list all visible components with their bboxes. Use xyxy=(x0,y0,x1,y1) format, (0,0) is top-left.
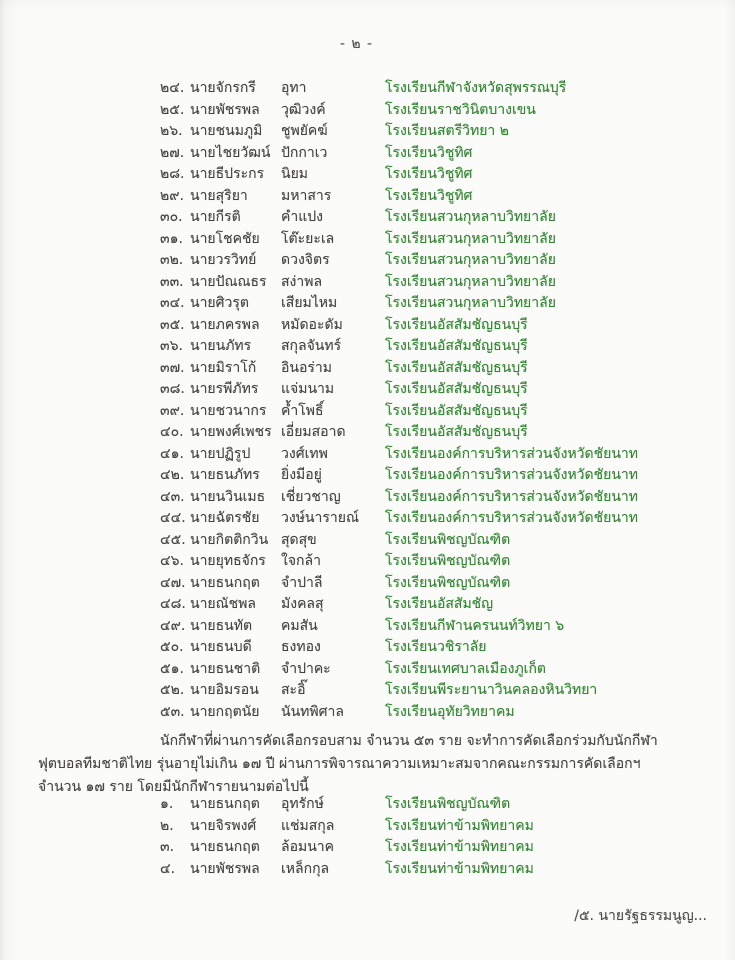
row-number: ๑. xyxy=(160,796,174,812)
row-number: ๒๗. xyxy=(160,144,185,161)
school-name: โรงเรียนท่าข้ามพิทยาคม xyxy=(385,839,534,856)
table-row xyxy=(160,229,717,251)
first-name: นายมิราโก้ xyxy=(190,359,257,376)
first-name: นายอิมรอน xyxy=(190,682,259,698)
table-row xyxy=(160,508,717,530)
school-name: โรงเรียนสวนกุหลาบวิทยาลัย xyxy=(385,295,556,311)
table-row xyxy=(160,551,717,573)
row-number: ๓. xyxy=(160,839,175,856)
table-row xyxy=(160,530,717,552)
row-number: ๕๐. xyxy=(160,639,184,655)
last-name: จำปาลี xyxy=(281,574,323,591)
first-name: นายปัณณธร xyxy=(190,273,267,290)
row-number: ๓๑. xyxy=(160,230,183,247)
continuation-note: /๕. นายรัฐธรรมนูญ... xyxy=(574,908,707,924)
last-name: สง่าพล xyxy=(281,273,323,290)
row-number: ๓๙. xyxy=(160,402,185,419)
first-name: นายกิตติกวิน xyxy=(190,531,269,548)
first-name: นายธนทัต xyxy=(190,617,253,634)
table-row xyxy=(160,250,717,272)
first-name: นายณัชพล xyxy=(190,596,256,612)
first-name: นายธนกฤต xyxy=(190,574,260,591)
table-row xyxy=(160,680,717,702)
first-name: นายธีประกร xyxy=(190,166,265,182)
row-number: ๔๐. xyxy=(160,424,184,440)
last-name: เสียมไหม xyxy=(281,295,338,311)
row-number: ๔๒. xyxy=(160,467,185,483)
table-row xyxy=(160,358,717,380)
row-number: ๒. xyxy=(160,817,174,834)
first-name: นายวรวิทย์ xyxy=(190,252,257,268)
paragraph-line: จำนวน ๑๗ ราย โดยมีนักกีฬารายนามต่อไปนี้ xyxy=(38,779,309,795)
table-row xyxy=(160,594,717,616)
school-name: โรงเรียนกีฬานครนนท์วิทยา ๖ xyxy=(385,617,565,634)
table-row xyxy=(160,207,717,229)
first-name: นายธนกฤต xyxy=(190,796,260,812)
first-name: นายกีรติ xyxy=(190,209,241,225)
school-name: โรงเรียนองค์การบริหารส่วนจังหวัดชัยนาท xyxy=(385,445,638,462)
row-number: ๓๒. xyxy=(160,252,184,268)
last-name: แจ่มนาม xyxy=(281,381,335,397)
table-row xyxy=(160,143,717,165)
school-name: โรงเรียนพีระยานาวินคลองหินวิทยา xyxy=(385,682,598,698)
school-name: โรงเรียนพิชญบัณฑิต xyxy=(385,531,511,548)
last-name: คมสัน xyxy=(281,617,318,634)
row-number: ๕๓. xyxy=(160,703,185,720)
school-name: โรงเรียนวิชูทิศ xyxy=(385,166,473,182)
last-name: วงศ์เทพ xyxy=(281,445,328,462)
last-name: เอี่ยมสอาด xyxy=(281,424,346,440)
first-name: นายภครพล xyxy=(190,316,260,333)
first-name: นายนวินเมธ xyxy=(190,488,266,505)
first-name: นายรพีภัทร xyxy=(190,381,259,397)
last-name: ปักกาเว xyxy=(281,144,328,161)
roster-round3-list xyxy=(160,78,717,723)
table-row xyxy=(160,616,717,638)
last-name: ดวงจิตร xyxy=(281,252,330,268)
school-name: โรงเรียนวิชูทิศ xyxy=(385,144,473,161)
row-number: ๒๔. xyxy=(160,80,185,96)
last-name: อุทรักษ์ xyxy=(281,796,324,812)
first-name: นายชนมภูมิ xyxy=(190,123,263,139)
school-name: โรงเรียนพิชญบัณฑิต xyxy=(385,574,511,591)
table-row xyxy=(160,164,717,186)
last-name: สะอิ๊ xyxy=(281,682,306,698)
table-row xyxy=(160,465,717,487)
table-row xyxy=(160,401,717,423)
page-number: - ๒ - xyxy=(339,36,374,52)
last-name: โต๊ะยะเล xyxy=(281,230,335,247)
school-name: โรงเรียนพิชญบัณฑิต xyxy=(385,553,511,569)
row-number: ๔. xyxy=(160,861,176,878)
table-row xyxy=(160,78,717,100)
last-name: สกุลจันทร์ xyxy=(281,338,342,354)
school-name: โรงเรียนสตรีวิทยา ๒ xyxy=(385,123,509,139)
row-number: ๓๔. xyxy=(160,295,185,311)
row-number: ๓๐. xyxy=(160,209,183,225)
table-row xyxy=(160,121,717,143)
row-number: ๔๗. xyxy=(160,574,186,591)
last-name: เชี่ยวชาญ xyxy=(281,488,341,505)
first-name: นายธนกฤต xyxy=(190,839,260,856)
first-name: นายธนชาติ xyxy=(190,660,261,677)
roster-national-list xyxy=(160,794,717,881)
school-name: โรงเรียนเทศบาลเมืองภูเก็ต xyxy=(385,660,547,677)
table-row xyxy=(160,816,717,838)
row-number: ๔๘. xyxy=(160,596,186,612)
school-name: โรงเรียนท่าข้ามพิทยาคม xyxy=(385,861,534,878)
school-name: โรงเรียนท่าข้ามพิทยาคม xyxy=(385,817,534,834)
table-row xyxy=(160,573,717,595)
first-name: นายธนภัทร xyxy=(190,467,260,483)
school-name: โรงเรียนราชวินิตบางเขน xyxy=(385,101,536,118)
first-name: นายนภัทร xyxy=(190,338,252,354)
first-name: นายพัชรพล xyxy=(190,861,260,878)
school-name: โรงเรียนกีฬาจังหวัดสุพรรณบุรี xyxy=(385,80,567,96)
table-row xyxy=(160,293,717,315)
first-name: นายฉัตรชัย xyxy=(190,510,260,526)
last-name: คำแปง xyxy=(281,209,323,225)
table-row xyxy=(160,859,717,881)
last-name: มหาสาร xyxy=(281,187,332,204)
table-row xyxy=(160,659,717,681)
first-name: นายพัชรพล xyxy=(190,101,260,118)
last-name: นิยม xyxy=(281,166,309,182)
first-name: นายไชยวัฒน์ xyxy=(190,144,271,161)
row-number: ๒๙. xyxy=(160,187,184,204)
last-name: วุฒิวงค์ xyxy=(281,101,326,118)
row-number: ๓๖. xyxy=(160,338,183,354)
row-number: ๔๕. xyxy=(160,531,186,548)
school-name: โรงเรียนอัสสัมชัญธนบุรี xyxy=(385,359,528,376)
selection-paragraph xyxy=(38,730,707,799)
row-number: ๓๗. xyxy=(160,359,185,376)
table-row xyxy=(160,272,717,294)
table-row xyxy=(160,702,717,724)
row-number: ๓๕. xyxy=(160,316,185,333)
last-name: เหล็กกุล xyxy=(281,861,330,878)
last-name: ใจกล้า xyxy=(281,553,321,569)
last-name: ชูพยัคฆ์ xyxy=(281,123,328,139)
row-number: ๔๔. xyxy=(160,510,186,526)
table-row xyxy=(160,379,717,401)
school-name: โรงเรียนสวนกุหลาบวิทยาลัย xyxy=(385,252,556,268)
last-name: สุดสุข xyxy=(281,531,317,548)
school-name: โรงเรียนองค์การบริหารส่วนจังหวัดชัยนาท xyxy=(385,467,638,483)
first-name: นายจักรกรี xyxy=(190,80,256,96)
first-name: นายพงศ์เพชร xyxy=(190,424,272,440)
school-name: โรงเรียนวชิราลัย xyxy=(385,639,487,655)
last-name: ยิ่งมีอยู่ xyxy=(281,467,322,483)
last-name: อุทา xyxy=(281,80,307,96)
row-number: ๔๑. xyxy=(160,445,184,462)
school-name: โรงเรียนอัสสัมชัญธนบุรี xyxy=(385,381,528,397)
last-name: มังคลสุ xyxy=(281,596,324,612)
row-number: ๔๙. xyxy=(160,617,186,634)
school-name: โรงเรียนอัสสัมชัญธนบุรี xyxy=(385,424,528,440)
first-name: นายชวนากร xyxy=(190,402,267,419)
table-row xyxy=(160,444,717,466)
first-name: นายศิวรุต xyxy=(190,295,249,311)
first-name: นายปฏิรูป xyxy=(190,445,251,462)
first-name: นายธนบดี xyxy=(190,639,252,655)
row-number: ๔๖. xyxy=(160,553,184,569)
row-number: ๓๘. xyxy=(160,381,185,397)
school-name: โรงเรียนอุทัยวิทยาคม xyxy=(385,703,515,720)
table-row xyxy=(160,336,717,358)
last-name: อินอร่าม xyxy=(281,359,332,376)
school-name: โรงเรียนอัสสัมชัญธนบุรี xyxy=(385,338,528,354)
first-name: นายยุทธจักร xyxy=(190,553,266,569)
row-number: ๒๖. xyxy=(160,123,183,139)
school-name: โรงเรียนอัสสัมชัญ xyxy=(385,596,494,612)
table-row xyxy=(160,487,717,509)
school-name: โรงเรียนวิชูทิศ xyxy=(385,187,473,204)
last-name: จำปาคะ xyxy=(281,660,331,677)
school-name: โรงเรียนองค์การบริหารส่วนจังหวัดชัยนาท xyxy=(385,510,638,526)
school-name: โรงเรียนสวนกุหลาบวิทยาลัย xyxy=(385,230,556,247)
table-row xyxy=(160,186,717,208)
last-name: ค้ำโพธิ์ xyxy=(281,402,324,419)
school-name: โรงเรียนอัสสัมชัญธนบุรี xyxy=(385,316,528,333)
row-number: ๕๒. xyxy=(160,682,185,698)
row-number: ๓๓. xyxy=(160,273,184,290)
school-name: โรงเรียนพิชญบัณฑิต xyxy=(385,796,511,812)
table-row xyxy=(160,637,717,659)
row-number: ๒๘. xyxy=(160,166,185,182)
school-name: โรงเรียนสวนกุหลาบวิทยาลัย xyxy=(385,209,556,225)
table-row xyxy=(160,837,717,859)
row-number: ๒๕. xyxy=(160,101,185,118)
last-name: ธงทอง xyxy=(281,639,321,655)
last-name: วงษ์นารายณ์ xyxy=(281,510,359,526)
first-name: นายจิรพงศ์ xyxy=(190,817,257,834)
paragraph-line: ฟุตบอลทีมชาติไทย รุ่นอายุไม่เกิน ๑๗ ปี ผ่านการพิจารณาความเหมาะสมจากคณะกรรมการคัดเลือกฯ xyxy=(38,756,641,772)
row-number: ๔๓. xyxy=(160,488,185,505)
last-name: หมัดอะดัม xyxy=(281,316,343,333)
table-row xyxy=(160,422,717,444)
school-name: โรงเรียนอัสสัมชัญธนบุรี xyxy=(385,402,528,419)
school-name: โรงเรียนสวนกุหลาบวิทยาลัย xyxy=(385,273,556,290)
table-row xyxy=(160,315,717,337)
first-name: นายกฤตนัย xyxy=(190,703,260,720)
first-name: นายโชคชัย xyxy=(190,230,260,247)
first-name: นายสุริยา xyxy=(190,187,248,204)
last-name: นันทพิศาล xyxy=(281,703,344,720)
paragraph-line: นักกีฬาที่ผ่านการคัดเลือกรอบสาม จำนวน ๕๓ ราย จะทำการคัดเลือกร่วมกับนักกีฬา xyxy=(160,733,658,749)
last-name: ล้อมนาค xyxy=(281,839,335,856)
table-row xyxy=(160,794,717,816)
table-row xyxy=(160,100,717,122)
row-number: ๕๑. xyxy=(160,660,184,677)
school-name: โรงเรียนองค์การบริหารส่วนจังหวัดชัยนาท xyxy=(385,488,638,505)
last-name: แช่มสกุล xyxy=(281,817,335,834)
